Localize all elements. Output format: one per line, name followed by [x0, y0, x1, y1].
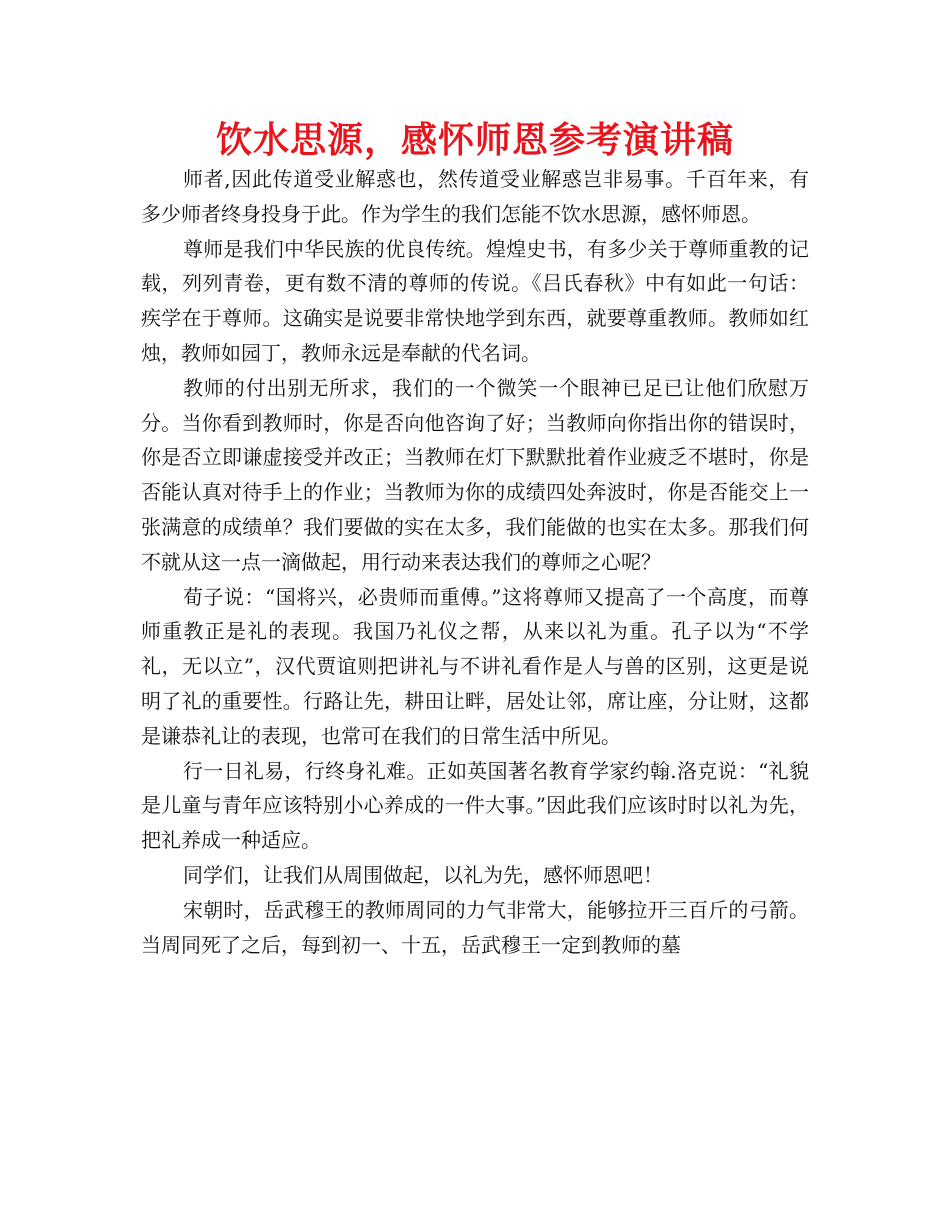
paragraph: 宋朝时，岳武穆王的教师周同的力气非常大，能够拉开三百斤的弓箭。当周同死了之后，每到初一、十五，岳武穆王一定到教师的墓 — [141, 897, 809, 957]
paragraph: 荀子说：“国将兴，必贵师而重傅。”这将尊师又提高了一个高度，而尊师重教正是礼的表现。我国乃礼仪之帮，从来以礼为重。孔子以为“不学礼，无以立”，汉代贾谊则把讲礼与不讲礼看作是人与兽的区别，这更是说明了礼的重要性。行路让先，耕田让畔，居处让邻，席让座，分让财，这都是谦恭礼让的表现，也常可在我们的日常生活中所见。 — [141, 584, 809, 748]
paragraph: 尊师是我们中华民族的优良传统。煌煌史书，有多少关于尊师重教的记载，列列青卷，更有数不清的尊师的传说。《吕氏春秋》中有如此一句话：疾学在于尊师。这确实是说要非常快地学到东西，就要尊重教师。教师如红烛，教师如园丁，教师永远是奉献的代名词。 — [141, 236, 809, 365]
paragraph: 教师的付出别无所求，我们的一个微笑一个眼神已足已让他们欣慰万分。当你看到教师时，你是否向他咨询了好；当教师向你指出你的错误时，你是否立即谦虚接受并改正；当教师在灯下默默批着作业疲乏不堪时，你是否能认真对待手上的作业；当教师为你的成绩四处奔波时，你是否能交上一张满意的成绩单？我们要做的实在太多，我们能做的也实在太多。那我们何不就从这一点一滴做起，用行动来表达我们的尊师之心呢？ — [141, 375, 809, 574]
paragraph: 行一日礼易，行终身礼难。正如英国著名教育学家约翰.洛克说：“礼貌是儿童与青年应该特别小心养成的一件大事。”因此我们应该时时以礼为先，把礼养成一种适应。 — [141, 758, 809, 853]
document-body — [141, 162, 809, 962]
paragraph: 师者,因此传道受业解惑也，然传道受业解惑岂非易事。千百年来，有多少师者终身投身于此。作为学生的我们怎能不饮水思源，感怀师恩。 — [141, 167, 809, 226]
document-title: 饮水思源，感怀师恩参考演讲稿 — [215, 120, 734, 161]
paragraph: 同学们，让我们从周围做起，以礼为先，感怀师恩吧！ — [183, 862, 663, 887]
